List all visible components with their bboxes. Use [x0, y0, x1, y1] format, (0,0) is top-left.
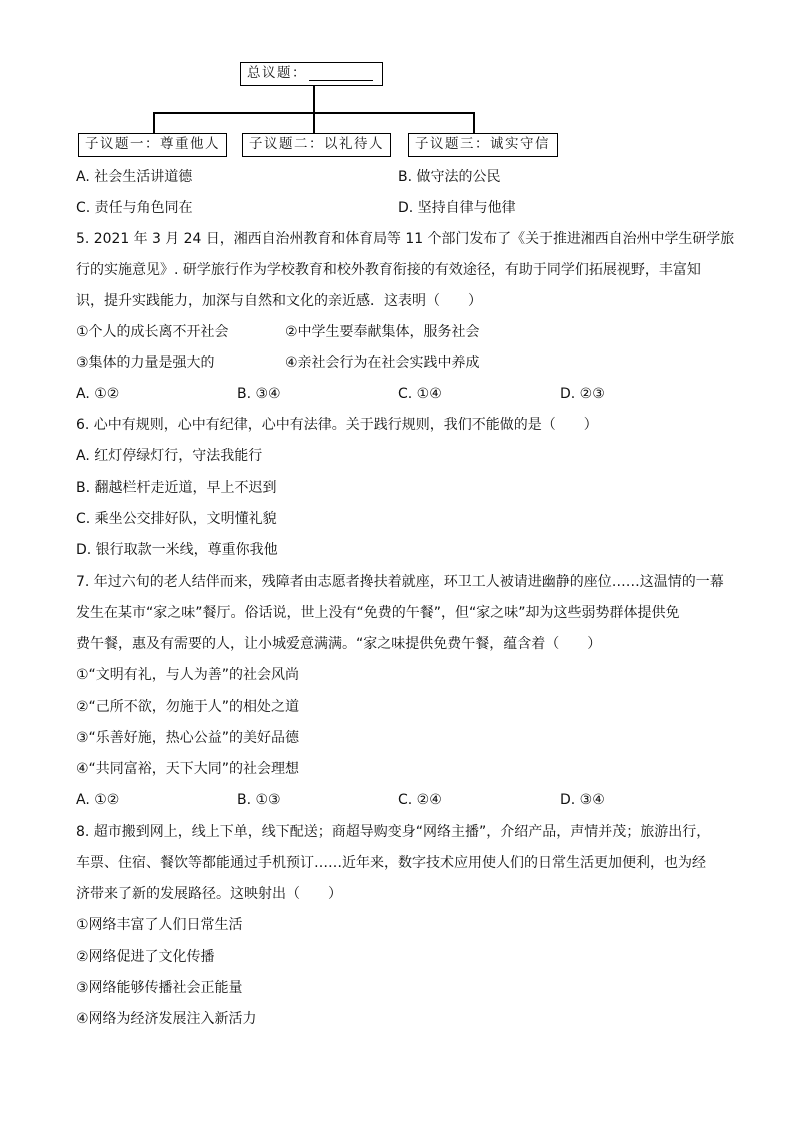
q4-option-c: C. 责任与角色同在 [76, 200, 193, 216]
q5-option-b: B. ③④ [237, 386, 281, 402]
connector-branch-3 [473, 112, 475, 133]
q8-stem-line-3: 济带来了新的发展路径。这映射出（ ） [76, 886, 342, 902]
q7-stem-line-1: 7. 年过六旬的老人结伴而来，残障者由志愿者搀扶着就座，环卫工人被请进幽静的座位……这温情的一幕 [76, 574, 724, 590]
connector-branch-2 [313, 112, 315, 133]
q4-option-a: A. 社会生活讲道德 [76, 169, 193, 185]
q7-statement-1: ①“文明有礼，与人为善”的社会风尚 [76, 667, 300, 683]
q5-stem-line-2: 行的实施意见》. 研学旅行作为学校教育和校外教育衔接的有效途径，有助于同学们拓展视野，丰富知 [76, 262, 701, 278]
connector-branch-1 [153, 112, 155, 133]
q8-stem-line-2: 车票、住宿、餐饮等都能通过手机预订……近年来，数字技术应用使人们的日常生活更加便利，也为经 [76, 855, 706, 871]
sub-topic-box-3 [408, 133, 558, 157]
q7-option-d: D. ③④ [560, 792, 605, 808]
q5-statement-1: ①个人的成长离不开社会 [76, 324, 229, 340]
q7-stem-line-3: 费午餐，惠及有需要的人，让小城爱意满满。“家之味提供免费午餐，蕴含着（ ） [76, 636, 602, 652]
q8-statement-2: ②网络促进了文化传播 [76, 949, 215, 965]
q7-statement-2: ②“己所不欲，勿施于人”的相处之道 [76, 699, 300, 715]
q7-statement-3: ③“乐善好施，热心公益”的美好品德 [76, 730, 300, 746]
root-topic-blank [309, 68, 373, 81]
q5-stem-line-1: 5. 2021 年 3 月 24 日，湘西自治州教育和体育局等 11 个部门发布了《关于推进湘西自治州中学生研学旅 [76, 231, 735, 247]
q7-statement-4: ④“共同富裕，天下大同”的社会理想 [76, 761, 300, 777]
root-topic-box [240, 62, 383, 86]
q5-option-a: A. ①② [76, 386, 120, 402]
q6-option-c: C. 乘坐公交排好队，文明懂礼貌 [76, 511, 277, 527]
q7-stem-line-2: 发生在某市“家之味”餐厅。俗话说，世上没有“免费的午餐”，但“家之味”却为这些弱势群体提供免 [76, 605, 680, 621]
root-topic-label: 总议题： [247, 65, 307, 82]
q7-option-a: A. ①② [76, 792, 120, 808]
q6-option-a: A. 红灯停绿灯行，守法我能行 [76, 448, 263, 464]
sub-topic-label-2: 子议题二：以礼待人 [249, 136, 384, 153]
q8-statement-3: ③网络能够传播社会正能量 [76, 980, 243, 996]
sub-topic-label-3: 子议题三：诚实守信 [415, 136, 550, 153]
q6-option-b: B. 翻越栏杆走近道，早上不迟到 [76, 480, 277, 496]
q5-option-c: C. ①④ [398, 386, 442, 402]
sub-topic-box-2 [242, 133, 391, 157]
q5-statement-3: ③集体的力量是强大的 [76, 355, 215, 371]
q5-statement-4: ④亲社会行为在社会实践中养成 [285, 355, 480, 371]
q6-stem: 6. 心中有规则，心中有纪律，心中有法律。关于践行规则，我们不能做的是（ ） [76, 417, 598, 433]
q8-stem-line-1: 8. 超市搬到网上，线上下单，线下配送；商超导购变身“网络主播”，介绍产品，声情并茂；旅游出行， [76, 824, 711, 840]
q8-statement-4: ④网络为经济发展注入新活力 [76, 1011, 257, 1027]
q4-option-b: B. 做守法的公民 [398, 169, 501, 185]
q7-option-c: C. ②④ [398, 792, 442, 808]
sub-topic-box-1 [78, 133, 227, 157]
q5-stem-line-3: 识，提升实践能力，加深与自然和文化的亲近感．这表明（ ） [76, 293, 482, 309]
topic-diagram [0, 0, 794, 170]
q8-statement-1: ①网络丰富了人们日常生活 [76, 917, 243, 933]
q4-option-d: D. 坚持自律与他律 [398, 200, 516, 216]
connector-main [313, 86, 315, 112]
sub-topic-label-1: 子议题一：尊重他人 [85, 136, 220, 153]
q6-option-d: D. 银行取款一米线，尊重你我他 [76, 542, 278, 558]
q5-option-d: D. ②③ [560, 386, 605, 402]
q5-statement-2: ②中学生要奉献集体，服务社会 [285, 324, 480, 340]
q7-option-b: B. ①③ [237, 792, 281, 808]
